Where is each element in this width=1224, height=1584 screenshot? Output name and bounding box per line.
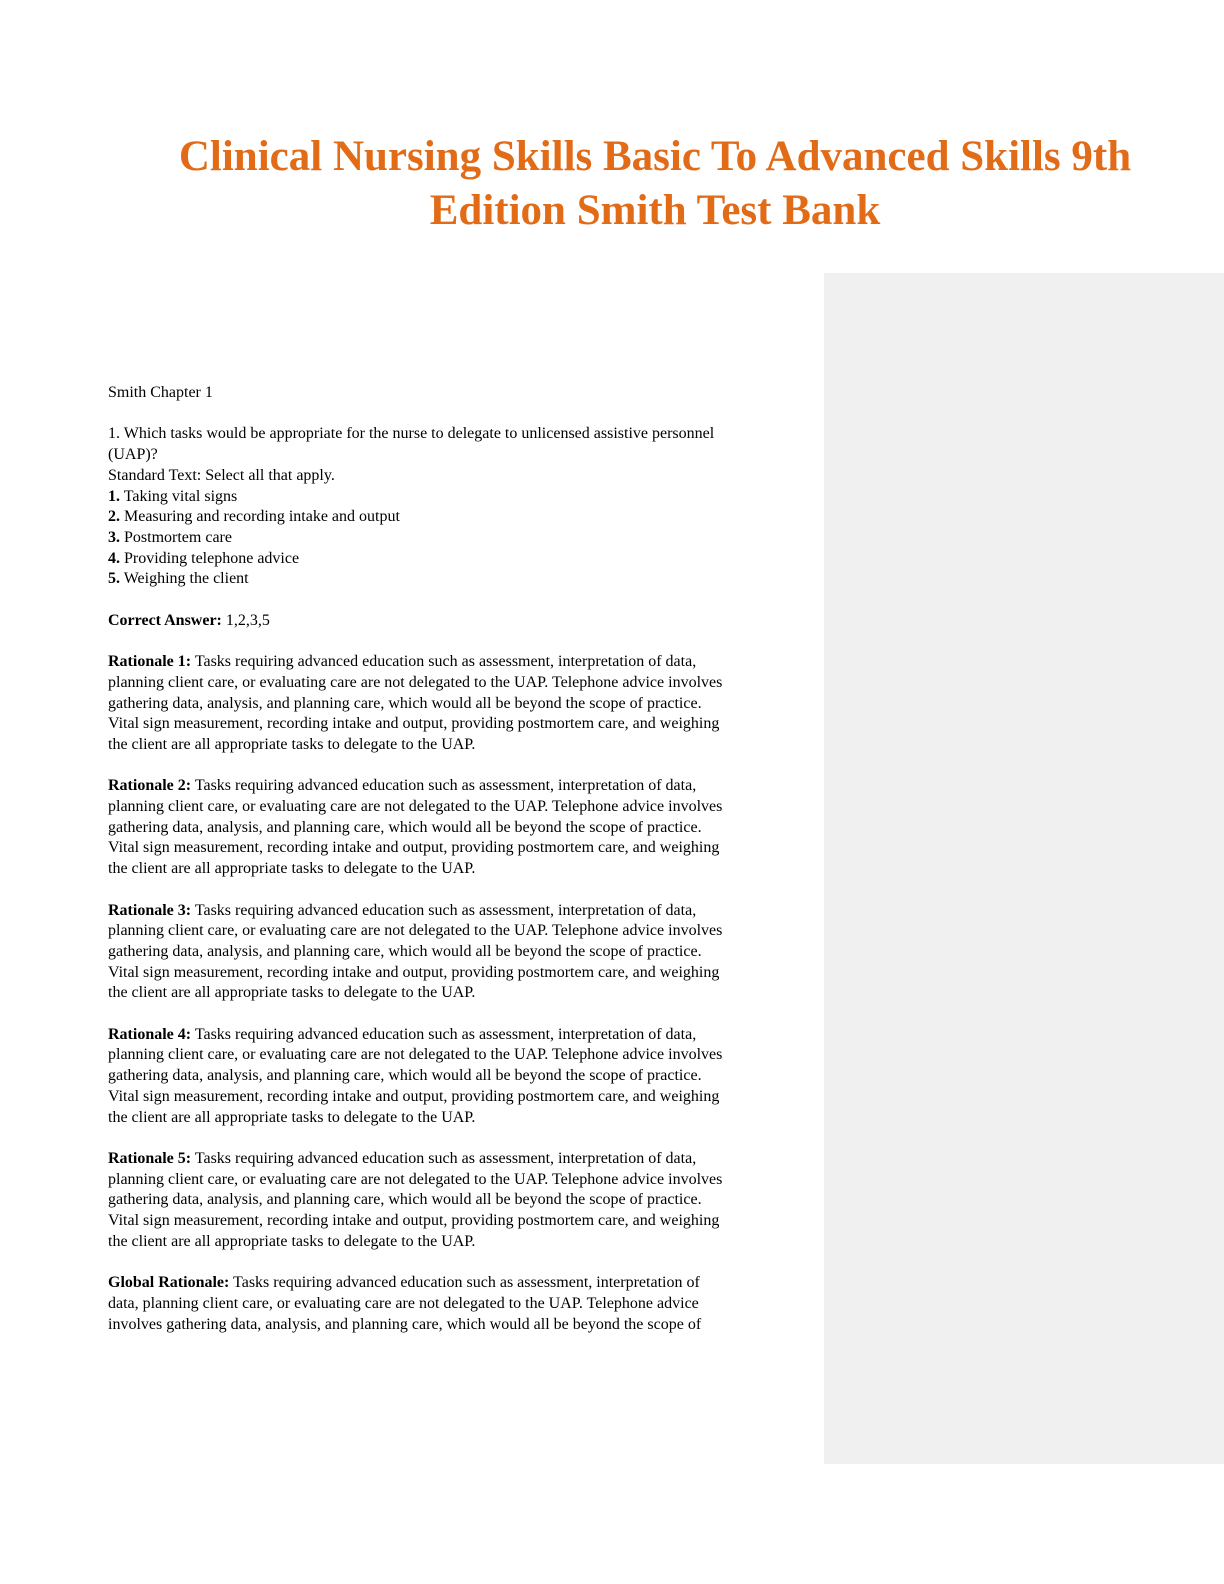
rationale-line: Tasks requiring advanced education such as assessment, interpretation of data,: [191, 901, 697, 919]
question-block: [108, 424, 808, 590]
global-rationale-line: involves gathering data, analysis, and planning care, which would all be beyond the scope of: [108, 1315, 702, 1333]
option-text: Taking vital signs: [120, 487, 238, 505]
option-number: 3.: [108, 528, 120, 546]
rationale-line: Tasks requiring advanced education such as assessment, interpretation of data,: [191, 777, 697, 795]
chapter-heading: Smith Chapter 1: [108, 384, 213, 401]
answer-option: [108, 528, 808, 549]
option-text: Measuring and recording intake and output: [120, 508, 400, 526]
answer-option: [108, 569, 808, 590]
rationale-line: the client are all appropriate tasks to delegate to the UAP.: [108, 735, 476, 753]
rationale-label: Rationale 2:: [108, 777, 192, 795]
document-title-line-2: Edition Smith Test Bank: [429, 187, 881, 234]
rationale-label: Rationale 4:: [108, 1025, 192, 1043]
rationale-line: the client are all appropriate tasks to delegate to the UAP.: [108, 1232, 476, 1250]
answer-option: [108, 487, 808, 508]
rationale-label: Rationale 5:: [108, 1149, 192, 1167]
rationale-line: planning client care, or evaluating care are not delegated to the UAP. Telephone advice involves: [108, 922, 723, 940]
rationale-line: Tasks requiring advanced education such as assessment, interpretation of data,: [191, 653, 697, 671]
rationale-line: the client are all appropriate tasks to delegate to the UAP.: [108, 984, 476, 1002]
comment-pane: [824, 273, 1224, 1464]
correct-answer-label: Correct Answer:: [108, 611, 222, 629]
option-number: 5.: [108, 570, 120, 588]
question-text-line-1: 1. Which tasks would be appropriate for the nurse to delegate to unlicensed assistive personnel: [108, 425, 715, 443]
document-title-line-1: Clinical Nursing Skills Basic To Advanced Skills 9th: [178, 133, 1132, 180]
correct-answer-value: 1,2,3,5: [221, 611, 270, 629]
global-rationale-line: data, planning client care, or evaluating care are not delegated to the UAP. Telephone advice: [108, 1294, 699, 1312]
rationale-line: planning client care, or evaluating care are not delegated to the UAP. Telephone advice involves: [108, 673, 723, 691]
option-number: 2.: [108, 508, 120, 526]
document-body: [108, 383, 808, 1335]
rationale-block: [108, 1025, 808, 1129]
document-title: [90, 130, 1220, 238]
rationale-line: planning client care, or evaluating care are not delegated to the UAP. Telephone advice involves: [108, 798, 723, 815]
rationale-block: [108, 776, 808, 880]
rationale-line: Vital sign measurement, recording intake and output, providing postmortem care, and weighing: [108, 715, 720, 733]
rationale-line: planning client care, or evaluating care are not delegated to the UAP. Telephone advice involves: [108, 1046, 723, 1064]
rationale-label: Rationale 1:: [108, 653, 192, 671]
rationale-line: planning client care, or evaluating care are not delegated to the UAP. Telephone advice involves: [108, 1170, 723, 1188]
question-text-line-2: (UAP)?: [108, 446, 158, 464]
rationale-line: Vital sign measurement, recording intake and output, providing postmortem care, and weighing: [108, 963, 720, 981]
rationale-line: the client are all appropriate tasks to delegate to the UAP.: [108, 1108, 476, 1126]
rationale-line: Vital sign measurement, recording intake and output, providing postmortem care, and weighing: [108, 839, 720, 857]
standard-text: Standard Text: Select all that apply.: [108, 466, 335, 484]
option-text: Providing telephone advice: [120, 549, 300, 567]
global-rationale-label: Global Rationale:: [108, 1274, 230, 1292]
rationale-line: Vital sign measurement, recording intake and output, providing postmortem care, and weighing: [108, 1087, 720, 1105]
option-number: 4.: [108, 549, 120, 567]
rationale-line: Vital sign measurement, recording intake and output, providing postmortem care, and weighing: [108, 1212, 720, 1230]
rationale-line: Tasks requiring advanced education such as assessment, interpretation of data,: [191, 1025, 697, 1043]
rationale-line: gathering data, analysis, and planning care, which would all be beyond the scope of practice.: [108, 818, 702, 836]
rationale-label: Rationale 3:: [108, 901, 192, 919]
rationale-line: Tasks requiring advanced education such as assessment, interpretation of data,: [191, 1149, 697, 1167]
answer-option: [108, 507, 808, 528]
rationale-line: gathering data, analysis, and planning care, which would all be beyond the scope of practice.: [108, 942, 702, 960]
option-number: 1.: [108, 487, 120, 505]
option-text: Postmortem care: [120, 528, 232, 546]
global-rationale-line: Tasks requiring advanced education such as assessment, interpretation of: [229, 1274, 700, 1292]
correct-answer: [108, 611, 808, 632]
rationale-line: gathering data, analysis, and planning care, which would all be beyond the scope of practice.: [108, 1067, 702, 1085]
rationale-line: the client are all appropriate tasks to delegate to the UAP.: [108, 860, 476, 878]
rationale-line: gathering data, analysis, and planning care, which would all be beyond the scope of practice.: [108, 1191, 702, 1209]
rationale-block: [108, 901, 808, 1005]
global-rationale-block: [108, 1273, 808, 1335]
answer-option: [108, 549, 808, 570]
rationale-block: [108, 652, 808, 756]
rationale-block: [108, 1149, 808, 1253]
option-text: Weighing the client: [120, 570, 249, 588]
rationale-line: gathering data, analysis, and planning care, which would all be beyond the scope of practice.: [108, 694, 702, 712]
